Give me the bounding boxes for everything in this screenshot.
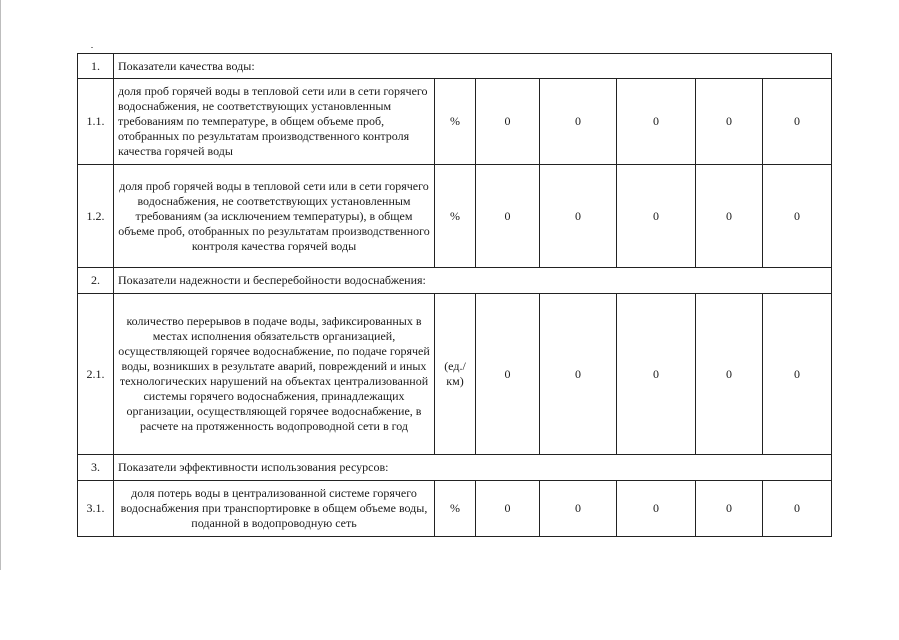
- indicator-value: 0: [617, 165, 696, 268]
- indicator-description: доля потерь воды в централизованной системе горячего водоснабжения при транспортировке в общем объеме воды, поданной в водопроводную сеть: [114, 481, 435, 537]
- row-number: 3.: [78, 455, 114, 481]
- row-number: 3.1.: [78, 481, 114, 537]
- indicator-value: 0: [540, 481, 617, 537]
- section-title: Показатели эффективности использования ресурсов:: [114, 455, 832, 481]
- indicator-description: доля проб горячей воды в тепловой сети или в сети горячего водоснабжения, не соответствующих установленным требованиям по температуре, в общем объеме проб, отобранных по результатам производственного контроля качества горячей воды: [114, 79, 435, 165]
- indicator-value: 0: [476, 481, 540, 537]
- indicator-value: 0: [763, 79, 832, 165]
- indicator-unit: %: [435, 165, 476, 268]
- indicator-value: 0: [540, 294, 617, 455]
- indicator-value: 0: [763, 481, 832, 537]
- row-number: 2.1.: [78, 294, 114, 455]
- indicator-description: количество перерывов в подаче воды, зафиксированных в местах исполнения обязательств организацией, осуществляющей горячее водоснабжение, по подаче горячей воды, возникших в результате аварий, повреждений и иных технологических нарушений на объектах централизованной системы горячего водоснабжения, принадлежащих организации, осуществляющей горячее водоснабжение, в расчете на протяженность водопроводной сети в год: [114, 294, 435, 455]
- scan-speck: [91, 47, 93, 48]
- indicator-unit: %: [435, 79, 476, 165]
- indicator-row: [78, 165, 832, 268]
- indicator-value: 0: [540, 79, 617, 165]
- indicator-row: [78, 481, 832, 537]
- indicator-value: 0: [476, 294, 540, 455]
- indicator-value: 0: [763, 294, 832, 455]
- indicator-value: 0: [617, 79, 696, 165]
- indicator-unit: %: [435, 481, 476, 537]
- section-title: Показатели качества воды:: [114, 54, 832, 79]
- section-row: [78, 54, 832, 79]
- indicator-description: доля проб горячей воды в тепловой сети или в сети горячего водоснабжения, не соответствующих установленным требованиям (за исключением температуры), в общем объеме проб, отобранных по результатам производственного контроля качества горячей воды: [114, 165, 435, 268]
- section-row: [78, 268, 832, 294]
- indicator-unit: (ед./км): [435, 294, 476, 455]
- indicator-value: 0: [540, 165, 617, 268]
- indicator-value: 0: [696, 481, 763, 537]
- indicator-value: 0: [763, 165, 832, 268]
- section-title: Показатели надежности и бесперебойности водоснабжения:: [114, 268, 832, 294]
- indicators-table: [77, 53, 832, 537]
- indicator-value: 0: [617, 481, 696, 537]
- section-row: [78, 455, 832, 481]
- row-number: 1.2.: [78, 165, 114, 268]
- indicator-value: 0: [617, 294, 696, 455]
- indicator-value: 0: [696, 294, 763, 455]
- indicator-row: [78, 294, 832, 455]
- indicator-value: 0: [476, 79, 540, 165]
- indicator-value: 0: [696, 79, 763, 165]
- page-left-edge: [0, 0, 1, 570]
- indicator-value: 0: [696, 165, 763, 268]
- row-number: 1.: [78, 54, 114, 79]
- row-number: 2.: [78, 268, 114, 294]
- indicator-value: 0: [476, 165, 540, 268]
- row-number: 1.1.: [78, 79, 114, 165]
- indicator-row: [78, 79, 832, 165]
